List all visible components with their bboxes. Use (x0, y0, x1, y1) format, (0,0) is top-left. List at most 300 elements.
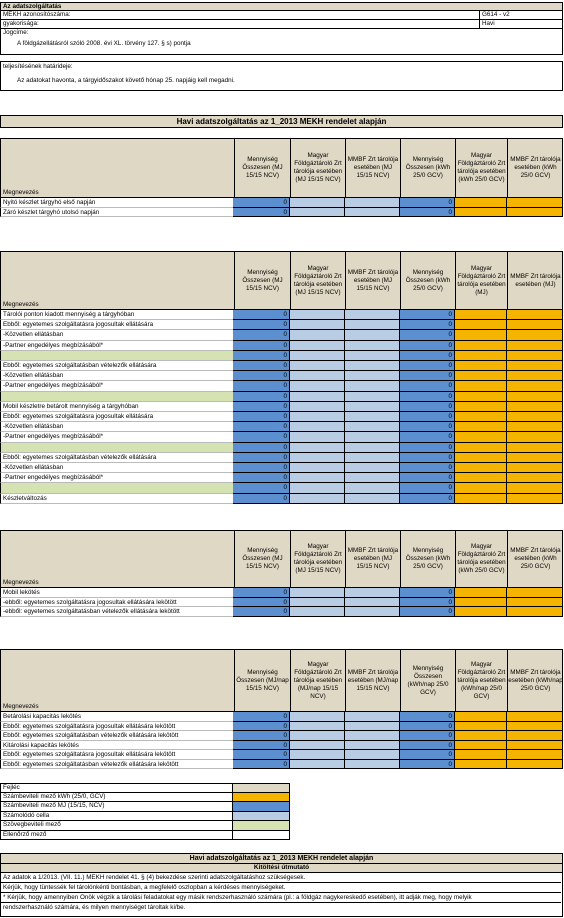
cell-total-kwh: 0 (400, 341, 455, 351)
legend-label: Szövegbeviteli mező (0, 821, 233, 831)
id-value[interactable]: G614 - v2 (479, 11, 563, 19)
cell-mfgt-kwh[interactable] (455, 412, 507, 422)
row-label: Záró készlet tárgyhó utolsó napján (0, 208, 233, 218)
col-header-mmbf-kwh: MMBF Zrt tárolója esetében (kWh 25/0 GCV) (510, 156, 561, 179)
col-header-total-mj: Mennyiség Összesen (MJ 15/15 NCV) (234, 139, 291, 197)
cell-mmbf-mj (345, 588, 400, 598)
row-label: Ebből: egyetemes szolgáltatásra jogosultak ellátására (0, 320, 233, 330)
legal-label: Jogcíme: (3, 29, 29, 36)
table-row (0, 473, 563, 483)
row-label: Ebből: egyetemes szolgáltatásban vételezők ellátására lekötött (0, 731, 233, 741)
row-label: Ebből: egyetemes szolgáltatásban vételezők ellátására (0, 453, 233, 463)
cell-mfgt-mj (290, 432, 345, 442)
cell-mmbf-kwh[interactable] (507, 412, 563, 422)
cell-mfgt-mj (290, 361, 345, 371)
cell-mfgt-kwh[interactable] (455, 330, 507, 340)
cell-mmbf-kwh[interactable] (507, 392, 563, 402)
row-label: -ebből: egyetemes szolgáltatásban vételezők ellátására lekötött (0, 607, 233, 617)
cell-mmbf-mj (345, 208, 400, 218)
cell-total-mj: 0 (233, 741, 290, 751)
table-row (0, 741, 563, 751)
cell-mfgt-kwh[interactable] (455, 341, 507, 351)
cell-mfgt-kwh[interactable] (455, 310, 507, 320)
footer-subtitle: Kitöltési útmutató (0, 864, 563, 873)
table-row (0, 750, 563, 760)
name-header: Megnevezés (3, 703, 39, 710)
cell-mmbf-kwh[interactable] (507, 473, 563, 483)
cell-mfgt-mj (290, 588, 345, 598)
cell-total-kwh: 0 (400, 371, 455, 381)
legend-item (0, 821, 290, 831)
cell-total-kwh: 0 (400, 351, 455, 361)
cell-mmbf-kwh[interactable] (507, 351, 563, 361)
table-row (0, 330, 563, 340)
cell-mfgt-kwh[interactable] (455, 371, 507, 381)
cell-mmbf-kwh[interactable] (507, 463, 563, 473)
cell-total-kwh: 0 (400, 361, 455, 371)
legend-item (0, 831, 290, 841)
legend-swatch (233, 831, 290, 841)
cell-mmbf-kwh[interactable] (507, 432, 563, 442)
col-header-mfgt-kwh: Magyar Földgáztároló Zrt tárolója esetében (kWh 25/0 GCV) (456, 531, 508, 587)
section3-rows (0, 588, 563, 617)
cell-total-mj: 0 (233, 361, 290, 371)
cell-mfgt-kwh[interactable] (455, 494, 507, 504)
cell-mmbf-mj (345, 330, 400, 340)
cell-mmbf-mj (345, 361, 400, 371)
cell-mmbf-mj (345, 320, 400, 330)
guidance-line: * Kérjük, hogy amennyiben Önök végzik a tárolási feladatokat egy másik rendszerhasználó számára (pl.: a földgáz nagykereskedő esetében), itt adják meg, hogy melyik (1, 894, 561, 903)
cell-mfgt-kwh[interactable] (455, 722, 507, 732)
cell-total-mj: 0 (233, 722, 290, 732)
id-label: MEKH azonosítószáma: (3, 11, 71, 18)
cell-total-mj: 0 (233, 341, 290, 351)
table-row (0, 208, 563, 218)
cell-mfgt-mj (290, 412, 345, 422)
row-label: -Közvetlen ellátásban (0, 330, 233, 340)
cell-mfgt-kwh[interactable] (455, 381, 507, 391)
cell-total-kwh: 0 (400, 198, 455, 208)
name-header: Megnevezés (3, 189, 39, 196)
col-header-mmbf-mj: MMBF Zrt tárolója esetében (MJ 15/15 NCV) (346, 252, 401, 309)
cell-mmbf-kwh[interactable] (507, 402, 563, 412)
cell-total-mj: 0 (233, 392, 290, 402)
cell-total-mj: 0 (233, 607, 290, 617)
cell-total-mj: 0 (233, 760, 290, 770)
cell-mfgt-mj (290, 341, 345, 351)
legend-swatch (233, 821, 290, 831)
table-row (0, 432, 563, 442)
cell-mmbf-mj (345, 494, 400, 504)
cell-total-kwh: 0 (400, 330, 455, 340)
cell-mfgt-mj (290, 330, 345, 340)
footer-title: Havi adatszolgáltatás az 1_2013 MEKH rendelet alapján (0, 853, 563, 864)
row-label[interactable] (0, 443, 233, 453)
cell-mfgt-kwh[interactable] (455, 731, 507, 741)
row-label: Ebből: egyetemes szolgáltatásban vételezők ellátására (0, 361, 233, 371)
cell-mmbf-mj (345, 381, 400, 391)
cell-total-mj: 0 (233, 750, 290, 760)
row-label: Kitárolási kapacitás lekötés (0, 741, 233, 751)
col-header-mmbf-kwh-day: MMBF Zrt tárolója esetében (kWh/nap 25/0 GCV) (508, 668, 563, 692)
cell-total-mj: 0 (233, 412, 290, 422)
cell-total-kwh: 0 (400, 712, 455, 722)
cell-mfgt-mj (290, 198, 345, 208)
cell-total-mj: 0 (233, 443, 290, 453)
cell-total-mj: 0 (233, 310, 290, 320)
cell-mmbf-mj (345, 760, 400, 770)
row-label: -Partner engedélyes megbízásából* (0, 473, 233, 483)
guidance-line: Kérjük, hogy tüntessék fel tárolónkénti bontásban, a megfelelő oszlopban a kérdéses mennyiségeket. (1, 884, 561, 893)
table-row (0, 320, 563, 330)
row-label: -Közvetlen ellátásban (0, 371, 233, 381)
cell-mfgt-kwh[interactable] (455, 320, 507, 330)
cell-mfgt-mj (290, 722, 345, 732)
id-row (0, 11, 563, 20)
col-header-mfgt-kwh-day: Magyar Földgáztároló Zrt tárolója esetében (kWh/nap 25/0 GCV) (456, 650, 508, 711)
cell-mfgt-kwh[interactable] (455, 463, 507, 473)
table-row (0, 381, 563, 391)
section2-rows (0, 310, 563, 504)
legend-swatch (233, 802, 290, 812)
cell-mfgt-kwh[interactable] (455, 483, 507, 493)
cell-mmbf-mj (345, 341, 400, 351)
cell-mmbf-kwh[interactable] (507, 483, 563, 493)
cell-mmbf-mj (345, 607, 400, 617)
cell-mfgt-mj (290, 750, 345, 760)
guidance-line: rendszerhasználó számára, és milyen mennyiséget tároltak ki/be. (3, 904, 186, 911)
cell-total-kwh: 0 (400, 310, 455, 320)
col-header-total-mj: Mennyiség Összesen (MJ 15/15 NCV) (234, 252, 291, 309)
cell-total-kwh: 0 (400, 453, 455, 463)
section2-header (0, 251, 563, 310)
cell-mmbf-mj (345, 722, 400, 732)
cell-mmbf-mj (345, 198, 400, 208)
cell-total-kwh: 0 (400, 483, 455, 493)
col-header-total-kwh: Mennyiség Összesen (kWh 25/0 GCV) (401, 139, 456, 197)
col-header-total-kwh: Mennyiség Összesen (kWh 25/0 GCV) (401, 531, 456, 587)
col-header-mmbf-mj-day: MMBF Zrt tárolója esetében (MJ/nap 15/15 NCV) (346, 650, 401, 711)
cell-total-mj: 0 (233, 731, 290, 741)
cell-mmbf-mj (345, 432, 400, 442)
cell-total-kwh: 0 (400, 463, 455, 473)
row-label: Ebből: egyetemes szolgáltatásra jogosultak ellátására lekötött (0, 722, 233, 732)
cell-total-kwh: 0 (400, 741, 455, 751)
row-label[interactable] (0, 351, 233, 361)
col-header-total-kwh-day: Mennyiség Összesen (kWh/nap 25/0 GCV) (401, 650, 456, 711)
cell-mfgt-mj (290, 443, 345, 453)
info-title-row (0, 2, 563, 11)
cell-mfgt-kwh[interactable] (455, 432, 507, 442)
table-row (0, 453, 563, 463)
cell-mmbf-kwh[interactable] (507, 361, 563, 371)
cell-total-kwh: 0 (400, 750, 455, 760)
main-title: Havi adatszolgáltatás az 1_2013 MEKH rendelet alapján (0, 115, 563, 128)
cell-mmbf-kwh[interactable] (507, 310, 563, 320)
col-header-mfgt-mj-day: Magyar Földgáztároló Zrt tárolója esetében (MJ/nap 15/15 NCV) (291, 650, 346, 711)
col-header-mmbf-mj: MMBF Zrt tárolója esetében (MJ 15/15 NCV) (346, 531, 401, 587)
row-label[interactable] (0, 392, 233, 402)
cell-mmbf-kwh[interactable] (507, 722, 563, 732)
cell-mmbf-kwh[interactable] (507, 330, 563, 340)
table-row (0, 371, 563, 381)
cell-mfgt-kwh[interactable] (455, 443, 507, 453)
cell-mmbf-mj (345, 731, 400, 741)
legal-value: A földgázellátásról szóló 2008. évi XL. törvény 127. § s) pontja (17, 40, 191, 47)
cell-mfgt-mj (290, 483, 345, 493)
legend-swatch (233, 783, 290, 793)
cell-total-mj: 0 (233, 494, 290, 504)
row-label: Ebből: egyetemes szolgáltatásra jogosultak ellátására (0, 412, 233, 422)
cell-total-mj: 0 (233, 432, 290, 442)
legend-swatch (233, 812, 290, 822)
legend-swatch (233, 793, 290, 803)
cell-mfgt-kwh[interactable] (455, 392, 507, 402)
cell-mfgt-kwh[interactable] (455, 760, 507, 770)
cell-mmbf-mj (345, 422, 400, 432)
cell-mfgt-kwh[interactable] (455, 208, 507, 218)
col-header-mmbf-mj: MMBF Zrt tárolója esetében (MJ 15/15 NCV) (346, 139, 401, 197)
table-row (0, 310, 563, 320)
cell-mmbf-kwh[interactable] (507, 381, 563, 391)
cell-total-mj: 0 (233, 371, 290, 381)
col-header-mfgt-kwh: Magyar Földgáztároló Zrt tárolója esetében (kWh 25/0 GCV) (456, 139, 508, 197)
table-row (0, 198, 563, 208)
table-row (0, 463, 563, 473)
cell-total-kwh: 0 (400, 494, 455, 504)
table-row (0, 712, 563, 722)
row-label: -Partner engedélyes megbízásából* (0, 341, 233, 351)
cell-mmbf-kwh[interactable] (507, 588, 563, 598)
col-header-mfgt-mj: Magyar Földgáztároló Zrt tárolója esetében (MJ 15/15 NCV) (291, 252, 346, 309)
row-label: Ebből: egyetemes szolgáltatásra jogosultak ellátására lekötött (0, 750, 233, 760)
cell-mmbf-kwh[interactable] (507, 422, 563, 432)
cell-total-kwh: 0 (400, 381, 455, 391)
name-header: Megnevezés (3, 579, 39, 586)
cell-mfgt-kwh[interactable] (455, 750, 507, 760)
cell-total-kwh: 0 (400, 320, 455, 330)
cell-mfgt-mj (290, 731, 345, 741)
guidance-line: Az adatok a 1/2013. (VII. 11.) MEKH rendelet 41. § (4) bekezdése szerinti adatszolgáltatáshoz szükségesek. (1, 874, 561, 883)
cell-mfgt-kwh[interactable] (455, 198, 507, 208)
row-label: Mobil készletre betárolt mennyiség a tárgyhóban (0, 402, 233, 412)
cell-total-kwh: 0 (400, 588, 455, 598)
cell-mfgt-mj (290, 392, 345, 402)
cell-mmbf-mj (345, 412, 400, 422)
row-label: -Partner engedélyes megbízásából* (0, 381, 233, 391)
section1-rows (0, 198, 563, 217)
legend-label: Számbeviteli mező MJ (15/15, NCV) (0, 802, 233, 812)
table-row (0, 392, 563, 402)
cell-mfgt-mj (290, 351, 345, 361)
cell-mfgt-kwh[interactable] (455, 598, 507, 608)
cell-mmbf-kwh[interactable] (507, 198, 563, 208)
section4-header (0, 649, 563, 712)
cell-mmbf-kwh[interactable] (507, 341, 563, 351)
cell-mmbf-mj (345, 483, 400, 493)
cell-total-mj: 0 (233, 712, 290, 722)
cell-mmbf-mj (345, 741, 400, 751)
cell-total-kwh: 0 (400, 402, 455, 412)
row-label: Tárolói ponton kiadott mennyiség a tárgyhóban (0, 310, 233, 320)
cell-mfgt-mj (290, 320, 345, 330)
cell-total-kwh: 0 (400, 760, 455, 770)
table-row (0, 412, 563, 422)
cell-mmbf-kwh[interactable] (507, 320, 563, 330)
cell-mmbf-kwh[interactable] (507, 494, 563, 504)
cell-mmbf-kwh[interactable] (507, 750, 563, 760)
cell-mmbf-kwh[interactable] (507, 443, 563, 453)
cell-total-mj: 0 (233, 351, 290, 361)
legend-item (0, 812, 290, 822)
cell-mfgt-mj (290, 473, 345, 483)
col-header-mmbf-kwh: MMBF Zrt tárolója esetében (kWh 25/0 GCV) (510, 547, 561, 570)
cell-mfgt-mj (290, 760, 345, 770)
cell-mfgt-mj (290, 310, 345, 320)
col-header-mfgt-mj-b: Magyar Földgáztároló Zrt tárolója esetében (MJ) (456, 252, 508, 309)
cell-total-kwh: 0 (400, 731, 455, 741)
cell-mmbf-kwh[interactable] (507, 607, 563, 617)
table-row (0, 607, 563, 617)
cell-mfgt-mj (290, 607, 345, 617)
cell-mmbf-mj (345, 453, 400, 463)
freq-row (0, 20, 563, 29)
cell-mmbf-mj (345, 443, 400, 453)
cell-mfgt-mj (290, 598, 345, 608)
cell-total-mj: 0 (233, 381, 290, 391)
cell-total-mj: 0 (233, 463, 290, 473)
cell-mfgt-kwh[interactable] (455, 588, 507, 598)
cell-total-mj: 0 (233, 453, 290, 463)
cell-total-kwh: 0 (400, 422, 455, 432)
row-label: Ebből: egyetemes szolgáltatásban vételezők ellátására lekötött (0, 760, 233, 770)
row-label[interactable] (0, 483, 233, 493)
cell-mfgt-mj (290, 741, 345, 751)
cell-mfgt-kwh[interactable] (455, 361, 507, 371)
cell-mmbf-kwh[interactable] (507, 208, 563, 218)
table-row (0, 598, 563, 608)
table-row (0, 494, 563, 504)
table-row (0, 588, 563, 598)
legend-item (0, 802, 290, 812)
cell-mmbf-mj (345, 712, 400, 722)
cell-mfgt-kwh[interactable] (455, 473, 507, 483)
cell-mmbf-mj (345, 371, 400, 381)
cell-total-mj: 0 (233, 330, 290, 340)
row-label: -ebből: egyetemes szolgáltatásra jogosultak ellátására lekötött (0, 598, 233, 608)
col-header-mfgt-mj: Magyar Földgáztároló Zrt tárolója esetében (MJ 15/15 NCV) (291, 531, 346, 587)
cell-total-mj: 0 (233, 598, 290, 608)
cell-total-mj: 0 (233, 473, 290, 483)
cell-mmbf-mj (345, 310, 400, 320)
table-row (0, 722, 563, 732)
cell-total-kwh: 0 (400, 473, 455, 483)
cell-total-kwh: 0 (400, 598, 455, 608)
cell-mmbf-kwh[interactable] (507, 371, 563, 381)
cell-total-mj: 0 (233, 483, 290, 493)
row-label: Nyitó készlet tárgyhó első napján (0, 198, 233, 208)
cell-mfgt-mj (290, 381, 345, 391)
section1-header (0, 138, 563, 198)
cell-mfgt-kwh[interactable] (455, 453, 507, 463)
deadline-value: Az adatokat havonta, a tárgyidőszakot követő hónap 25. napjáig kell megadni. (17, 77, 235, 84)
cell-total-kwh: 0 (400, 412, 455, 422)
table-row (0, 760, 563, 770)
legend-item (0, 783, 290, 793)
cell-total-kwh: 0 (400, 607, 455, 617)
table-row (0, 402, 563, 412)
section4-rows (0, 712, 563, 769)
row-label: Mobil lekötés (0, 588, 233, 598)
row-label: Készletváltozás (0, 494, 233, 504)
cell-mmbf-mj (345, 463, 400, 473)
table-row (0, 351, 563, 361)
cell-total-mj: 0 (233, 588, 290, 598)
cell-mfgt-mj (290, 494, 345, 504)
col-header-mfgt-mj: Magyar Földgáztároló Zrt tárolója esetében (MJ 15/15 NCV) (291, 139, 346, 197)
cell-mfgt-kwh[interactable] (455, 607, 507, 617)
freq-value[interactable]: Havi (479, 20, 563, 28)
cell-mmbf-mj (345, 750, 400, 760)
table-row (0, 422, 563, 432)
row-label: -Közvetlen ellátásban (0, 463, 233, 473)
cell-total-kwh: 0 (400, 432, 455, 442)
cell-total-mj: 0 (233, 208, 290, 218)
cell-mfgt-mj (290, 422, 345, 432)
col-header-total-mj: Mennyiség Összesen (MJ 15/15 NCV) (234, 531, 291, 587)
row-label: -Közvetlen ellátásban (0, 422, 233, 432)
name-header: Megnevezés (3, 301, 39, 308)
cell-mmbf-mj (345, 402, 400, 412)
legend-label: Ellenőrző mező (0, 831, 233, 841)
cell-mfgt-mj (290, 371, 345, 381)
col-header-total-mj-day: Mennyiség Összesen (MJ/nap 15/15 NCV) (234, 650, 291, 711)
cell-mfgt-kwh[interactable] (455, 402, 507, 412)
section3-header (0, 530, 563, 588)
table-row (0, 483, 563, 493)
cell-mmbf-mj (345, 598, 400, 608)
cell-mfgt-kwh[interactable] (455, 351, 507, 361)
col-header-total-kwh: Mennyiség Összesen (kWh 25/0 GCV) (401, 252, 456, 309)
cell-total-mj: 0 (233, 422, 290, 432)
cell-mfgt-kwh[interactable] (455, 422, 507, 432)
table-row (0, 731, 563, 741)
cell-mmbf-kwh[interactable] (507, 453, 563, 463)
info-title: Az adatszolgáltatás (3, 3, 62, 10)
freq-label: gyakorisága: (3, 20, 39, 27)
cell-mmbf-mj (345, 351, 400, 361)
cell-total-kwh: 0 (400, 208, 455, 218)
cell-total-mj: 0 (233, 198, 290, 208)
row-label: Betárolási kapacitás lekötés (0, 712, 233, 722)
table-row (0, 361, 563, 371)
cell-mmbf-kwh[interactable] (507, 731, 563, 741)
cell-mmbf-kwh[interactable] (507, 598, 563, 608)
cell-mmbf-kwh[interactable] (507, 712, 563, 722)
legend-label: Számolódó cella (0, 812, 233, 822)
cell-mmbf-kwh[interactable] (507, 760, 563, 770)
cell-total-kwh: 0 (400, 722, 455, 732)
legend-label: Fejléc (0, 783, 233, 793)
cell-total-kwh: 0 (400, 443, 455, 453)
cell-mfgt-mj (290, 463, 345, 473)
cell-mmbf-kwh[interactable] (507, 741, 563, 751)
cell-mfgt-kwh[interactable] (455, 741, 507, 751)
cell-mfgt-kwh[interactable] (455, 712, 507, 722)
deadline-label: teljesítésének határideje: (3, 63, 73, 70)
cell-mfgt-mj (290, 453, 345, 463)
table-row (0, 341, 563, 351)
